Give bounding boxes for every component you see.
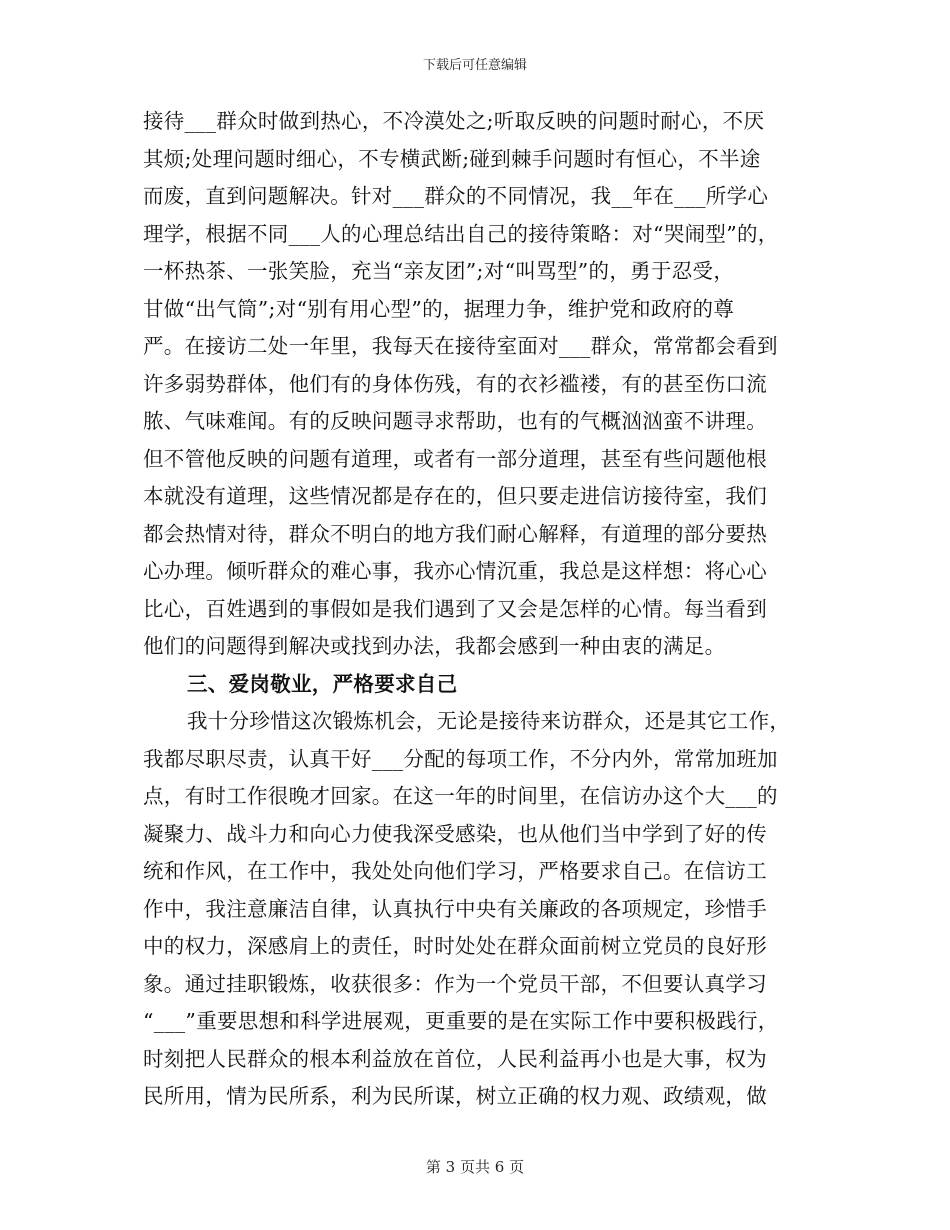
paragraph-line: 比心，百姓遇到的事假如是我们遇到了又会是怎样的心情。每当看到 — [143, 596, 767, 621]
paragraph-line: 接待___群众时做到热心，不冷漠处之;听取反映的问题时耐心，不厌 — [143, 109, 765, 133]
paragraph-line: 而废，直到问题解决。针对___群众的不同情况，我__年在___所学心 — [143, 184, 769, 208]
page-header: 下载后可任意编辑 — [422, 58, 527, 73]
paragraph-line: 凝聚力、战斗力和向心力使我深受感染，也从他们当中学到了好的传 — [143, 821, 767, 846]
paragraph-line: 民所用，情为民所系，利为民所谋，树立正确的权力观、政绩观，做 — [143, 1084, 767, 1108]
paragraph-line: 中的权力，深感肩上的责任，时时处处在群众面前树立党员的良好形 — [143, 934, 767, 958]
paragraph-line: 一杯热茶、一张笑脸，充当“亲友团”;对“叫骂型”的，勇于忍受， — [143, 259, 735, 283]
paragraph-line: 他们的问题得到解决或找到办法，我都会感到一种由衷的满足。 — [143, 634, 726, 658]
paragraph-line: 统和作风，在工作中，我处处向他们学习，严格要求自己。在信访工 — [143, 859, 767, 883]
paragraph-line: 但不管他反映的问题有道理，或者有一部分道理，甚至有些问题他根 — [143, 446, 767, 471]
paragraph-line: 象。通过挂职锻炼，收获很多：作为一个党员干部，不但要认真学习 — [143, 971, 767, 996]
paragraph-line: 脓、气味难闻。有的反映问题寻求帮助，也有的气概汹汹蛮不讲理。 — [143, 409, 767, 433]
paragraph-line: 我十分珍惜这次锻炼机会，无论是接待来访群众，还是其它工作， — [187, 709, 791, 733]
paragraph-line: 许多弱势群体，他们有的身体伤残，有的衣衫褴褛，有的甚至伤口流 — [143, 371, 767, 396]
paragraph-line: 都会热情对待，群众不明白的地方我们耐心解释，有道理的部分要热 — [143, 521, 767, 546]
paragraph-line: 点，有时工作很晚才回家。在这一年的时间里，在信访办这个大___的 — [143, 784, 778, 808]
document-body — [143, 103, 815, 1116]
paragraph-line: 作中，我注意廉洁自律，认真执行中央有关廉政的各项规定，珍惜手 — [143, 896, 767, 921]
paragraph-line: 时刻把人民群众的根本利益放在首位，人民利益再小也是大事，权为 — [143, 1046, 767, 1071]
paragraph-line: 其烦;处理问题时细心，不专横武断;碰到棘手问题时有恒心，不半途 — [143, 146, 761, 171]
paragraph-line: 甘做“出气筒”;对“别有用心型”的，据理力争，维护党和政府的尊 — [143, 296, 735, 321]
page-footer: 第 3 页共 6 页 — [425, 1158, 525, 1176]
paragraph-line: 本就没有道理，这些情况都是存在的，但只要走进信访接待室，我们 — [143, 484, 767, 508]
section-heading: 三、爱岗敬业，严格要求自己 — [187, 671, 458, 696]
paragraph-line: 理学，根据不同___人的心理总结出自己的接待策略：对“哭闹型”的， — [143, 221, 779, 246]
paragraph-line: “___”重要思想和科学进展观，更重要的是在实际工作中要积极践行， — [143, 1009, 779, 1033]
paragraph-line: 严。在接访二处一年里，我每天在接待室面对___群众，常常都会看到 — [143, 334, 778, 358]
paragraph-line: 我都尽职尽责，认真干好___分配的每项工作，不分内外，常常加班加 — [143, 746, 778, 771]
paragraph-line: 心办理。倾听群众的难心事，我亦心情沉重，我总是这样想：将心心 — [143, 559, 767, 583]
